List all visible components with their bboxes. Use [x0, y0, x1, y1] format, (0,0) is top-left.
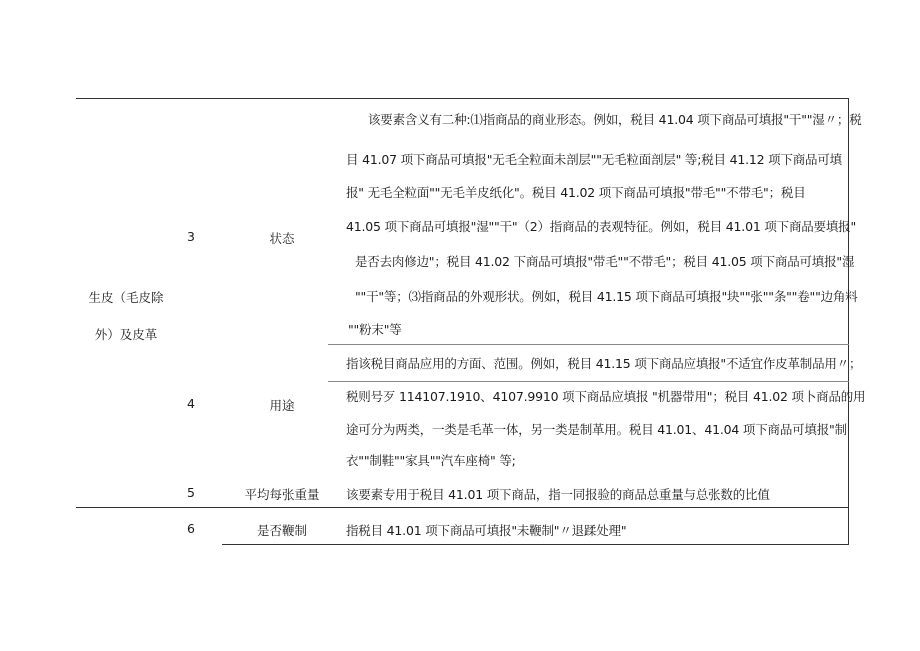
attribute-name: 状态: [269, 231, 295, 246]
row-number: 5: [187, 485, 195, 500]
category-label-line1: 生皮（毛皮除: [88, 290, 164, 305]
row-number: 3: [187, 229, 195, 244]
row-number: 6: [187, 521, 195, 536]
attribute-name: 平均每张重量: [244, 487, 320, 502]
attribute-description: 该要素专用于税目 41.01 项下商品，指一同报验的商品总重量与总张数的比值: [346, 487, 770, 502]
attribute-description: 指税目 41.01 项下商品可填报"未鞭制"〃退蹂处理": [346, 523, 627, 538]
description-line: 41.05 项下商品可填报"湿""干"（2）指商品的表观特征。例如，税目 41.01 项下商品要填报": [346, 219, 856, 234]
description-line: 目 41.07 项下商品可填报"无毛全粒面未剖层""无毛粒面剖层" 等;税目 41.12 项下商品可填: [346, 152, 842, 167]
attribute-name: 是否鞭制: [256, 523, 307, 538]
category-cell: [56, 288, 196, 343]
description-line: ""粉末"等: [348, 322, 402, 337]
description-line: 该要素含义有二种:⑴指商品的商业形态。例如，税目 41.04 项下商品可填报"干""湿〃；税: [368, 112, 862, 127]
row-number: 4: [187, 396, 195, 411]
description-line: 报" 无毛全粒面""无毛羊皮纸化"。税目 41.02 项下商品可填报"带毛""不带毛"；税目: [346, 185, 806, 200]
description-line: 税则号歹 114107.1910、4107.9910 项下商品应填报 "机器带用"；税目 41.02 项卜商品的用: [346, 389, 866, 404]
description-line: 指该税目商品应用的方面、范围。例如，税目 41.15 项下商品应填报"不适宜作皮革制品用〃；: [346, 356, 862, 371]
description-line: 途可分为两类，一类是毛革一体，另一类是制革用。税目 41.01、41.04 项下商品可填报"制: [346, 422, 847, 437]
table-right-border: [848, 98, 849, 545]
table-top-rule: [76, 98, 849, 99]
row-divider-3-4: [328, 344, 849, 345]
row-divider-4-5: [328, 381, 849, 382]
category-label-line2: 外）及皮革: [94, 327, 158, 342]
description-line: ""干"等；⑶指商品的外观形状。例如，税目 41.15 项下商品可填报"块""张""条""卷""边角料: [355, 289, 858, 304]
description-line: 是否去肉修边"；税目 41.02 下商品可填报"带毛""不带毛"；税目 41.05 项下商品可填报"湿: [355, 254, 855, 269]
description-line: 衣""制鞋""家具""汽车座椅" 等;: [346, 453, 516, 468]
attribute-name: 用途: [269, 398, 295, 413]
table-bottom-rule: [222, 544, 849, 545]
row-divider-5-6: [76, 507, 849, 508]
